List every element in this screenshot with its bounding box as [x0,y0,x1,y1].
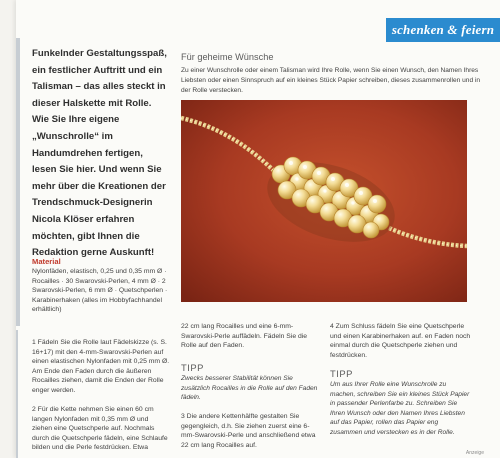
secret-wishes-title: Für geheime Wünsche [181,52,274,62]
margin-rule-lower [16,330,18,458]
tip-2-text: Um aus Ihrer Rolle eine Wunschrolle zu machen, schreiben Sie ein kleines Stück Papier in passender Perlenfarbe zu. Schreiben Sie Ihren Wunsch oder den Namen Ihres Liebsten auf das Papier, rollen das Papier eng zusammen und verstecken es in der Rolle. [330,381,470,436]
margin-rule [16,38,20,326]
step-4: 4 Zum Schluss fädeln Sie eine Quetschperle und einen Karabinerhaken auf. en Faden noch einmal durch die Quetschperle ziehen und festdrücken. [330,323,471,359]
tip-1-text: Zwecks besserer Stabilität können Sie zusätzlich Rocailles in die Rolle auf den Faden fädeln. [181,375,318,402]
tip-2-title: TIPP [330,368,353,379]
intro-text: Funkelnder Gestaltungsspaß, ein festlicher Auftritt und ein Talisman – das alles steckt in dieser Halskette mit Rolle. Wie Sie Ihre eigene „Wunschrolle“ im Handumdrehen fertigen, lesen Sie hier. Und wenn Sie mehr über die Kreationen der Trendschmuck-Designerin Nicola Klöser erfahren möchten, gibt Ihnen die Redaktion gerne Auskunft! [32,48,167,259]
secret-wishes-text: Zu einer Wunschrolle oder einem Talisman wird Ihre Rolle, wenn Sie einen Wunsch, den Namen Ihres Liebsten oder einen Sinnspruch auf ein kleines Stück Papier schreiben, dieses zusammenrollen und in der Rolle verstecken. [181,67,481,94]
step-2-continued: 22 cm lang Rocailles und eine 6-mm-Swarovski-Perle auffädeln. Fädeln Sie die Rolle auf den Faden. [181,323,308,350]
material-title: Material [32,257,61,266]
section-banner: schenken & feiern [386,18,500,42]
necklace-photo [181,100,467,302]
step-2: 2 Für die Kette nehmen Sie einen 60 cm langen Nylonfaden mit 0,35 mm Ø und ziehen eine Quetschperle auf. Nochmals durch die Quetschperle fädeln, eine Schlaufe bilden und die Perle festdrücken. Etwa [32,406,168,452]
step-1: 1 Fädeln Sie die Rolle laut Fädelskizze (s. S. 16+17) mit den 4-mm-Swarovski-Perlen auf einen elastischen Nylonfaden mit 0,25 mm Ø. Am Ende den Faden durch die äußeren Rocailles ziehen, damit die Enden der Rolle enger werden. [32,339,170,394]
material-list: Nylonfäden, elastisch, 0,25 und 0,35 mm Ø · Rocailles · 30 Swarovski-Perlen, 4 mm Ø · 2 Swarovski-Perlen, 6 mm Ø · Quetschperlen · Karabinerhaken (alles im Hobbyfachhandel erhältlich) [32,268,168,313]
page-footer-label: Anzeige [465,450,484,456]
step-3: 3 Die andere Kettenhälfte gestalten Sie gegengleich, d.h. Sie ziehen zuerst eine 6-mm-Swarovski-Perle und anschließend etwa 22 cm lang Rocailles auf. [181,413,316,449]
tip-1-title: TIPP [181,362,204,373]
